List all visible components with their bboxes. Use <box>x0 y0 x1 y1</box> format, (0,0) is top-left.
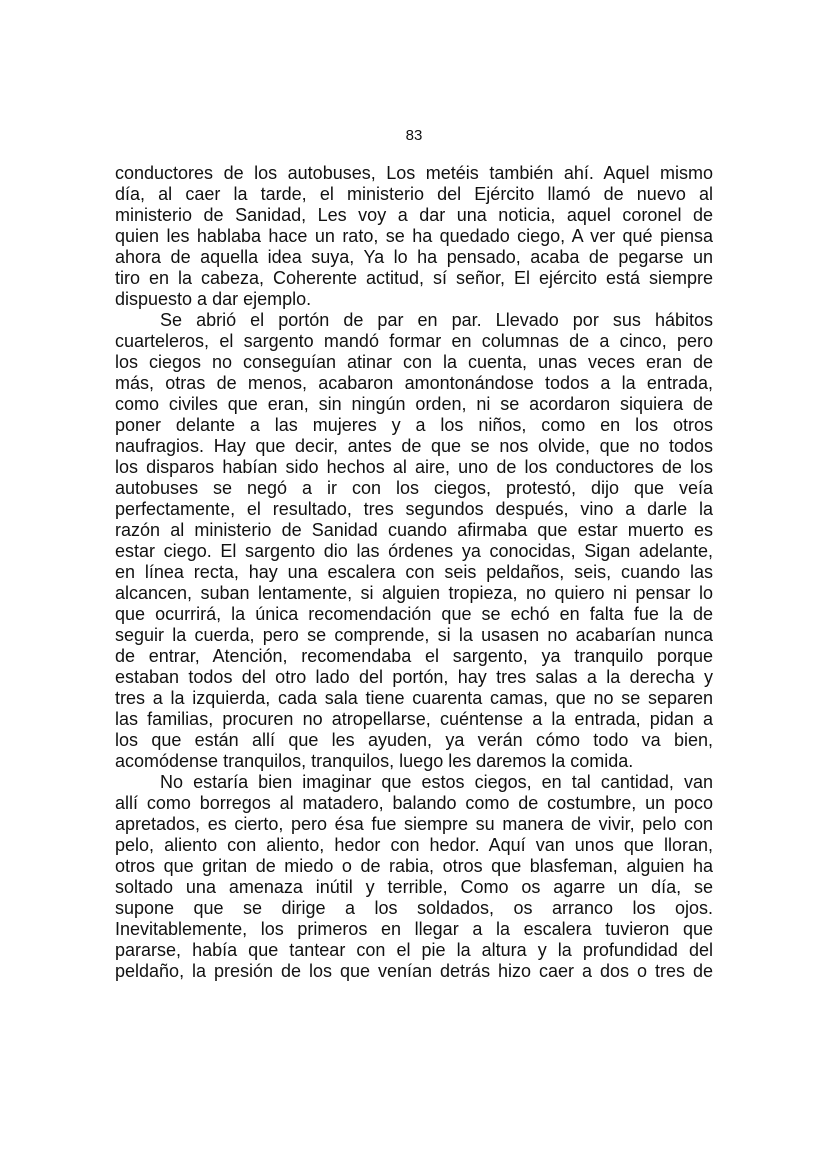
text-line: estar ciego. El sargento dio las órdenes ya conocidas, Sigan adelante, <box>115 541 713 561</box>
text-line: los que están allí que les ayuden, ya verán cómo todo va bien, <box>115 730 713 750</box>
paragraph <box>115 163 713 310</box>
text-line: supone que se dirige a los soldados, os arranco los ojos. <box>115 898 713 918</box>
text-line: poner delante a las mujeres y a los niños, como en los otros <box>115 415 713 435</box>
text-line: en línea recta, hay una escalera con seis peldaños, seis, cuando las <box>115 562 713 582</box>
text-line: apretados, es cierto, pero ésa fue siempre su manera de vivir, pelo con <box>115 814 713 834</box>
text-line: que ocurrirá, la única recomendación que se echó en falta fue la de <box>115 604 713 624</box>
text-line: tiro en la cabeza, Coherente actitud, sí señor, El ejército está siempre <box>115 268 713 288</box>
text-line: alcancen, suban lentamente, si alguien tropieza, no quiero ni pensar lo <box>115 583 713 603</box>
text-line: acomódense tranquilos, tranquilos, luego les daremos la comida. <box>115 751 634 771</box>
text-line: autobuses se negó a ir con los ciegos, protestó, dijo que veía <box>115 478 713 498</box>
text-line: otros que gritan de miedo o de rabia, otros que blasfeman, alguien ha <box>115 856 713 876</box>
text-line: naufragios. Hay que decir, antes de que se nos olvide, que no todos <box>115 436 713 456</box>
text-line: día, al caer la tarde, el ministerio del Ejército llamó de nuevo al <box>115 184 713 204</box>
text-line: las familias, procuren no atropellarse, cuéntense a la entrada, pidan a <box>115 709 713 729</box>
body-text <box>115 163 713 982</box>
page-number: 83 <box>405 127 423 144</box>
text-line: dispuesto a dar ejemplo. <box>115 289 312 309</box>
text-line: quien les hablaba hace un rato, se ha quedado ciego, A ver qué piensa <box>115 226 713 246</box>
text-line: No estaría bien imaginar que estos ciegos, en tal cantidad, van <box>160 772 713 792</box>
text-line: los disparos habían sido hechos al aire, uno de los conductores de los <box>115 457 713 477</box>
text-line: pelo, aliento con aliento, hedor con hedor. Aquí van unos que lloran, <box>115 835 713 855</box>
text-line: conductores de los autobuses, Los metéis también ahí. Aquel mismo <box>115 163 713 183</box>
text-line: como civiles que eran, sin ningún orden, ni se acordaron siquiera de <box>115 394 713 414</box>
text-line: Se abrió el portón de par en par. Llevado por sus hábitos <box>160 310 713 330</box>
text-line: peldaño, la presión de los que venían detrás hizo caer a dos o tres de <box>115 961 713 981</box>
text-line: Inevitablemente, los primeros en llegar a la escalera tuvieron que <box>115 919 713 939</box>
text-line: cuarteleros, el sargento mandó formar en columnas de a cinco, pero <box>115 331 713 351</box>
text-line: pararse, había que tantear con el pie la altura y la profundidad del <box>115 940 713 960</box>
text-line: ahora de aquella idea suya, Ya lo ha pensado, acaba de pegarse un <box>115 247 713 267</box>
text-line: razón al ministerio de Sanidad cuando afirmaba que estar muerto es <box>115 520 713 540</box>
text-line: más, otras de menos, acabaron amontonándose todos a la entrada, <box>115 373 713 393</box>
text-line: ministerio de Sanidad, Les voy a dar una noticia, aquel coronel de <box>115 205 713 225</box>
paragraph <box>115 310 713 772</box>
text-line: de entrar, Atención, recomendaba el sargento, ya tranquilo porque <box>115 646 713 666</box>
text-line: allí como borregos al matadero, balando como de costumbre, un poco <box>115 793 713 813</box>
text-line: seguir la cuerda, pero se comprende, si la usasen no acabarían nunca <box>115 625 713 645</box>
text-line: estaban todos del otro lado del portón, hay tres salas a la derecha y <box>115 667 713 687</box>
text-line: soltado una amenaza inútil y terrible, Como os agarre un día, se <box>115 877 713 897</box>
text-line: perfectamente, el resultado, tres segundos después, vino a darle la <box>115 499 713 519</box>
text-line: tres a la izquierda, cada sala tiene cuarenta camas, que no se separen <box>115 688 713 708</box>
text-line: los ciegos no conseguían atinar con la cuenta, unas veces eran de <box>115 352 713 372</box>
paragraph <box>115 772 713 982</box>
